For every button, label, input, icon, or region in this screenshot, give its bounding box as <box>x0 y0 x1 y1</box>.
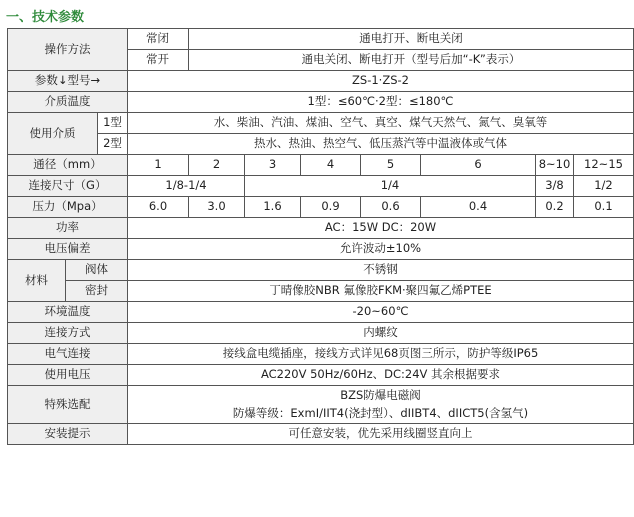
row-env-temp <box>8 302 634 323</box>
voltage-dev-label: 电压偏差 <box>8 239 128 260</box>
bore-cell: 5 <box>361 155 421 176</box>
row-medium-2 <box>8 134 634 155</box>
row-conn-size <box>8 176 634 197</box>
pressure-cell: 1.6 <box>245 197 301 218</box>
section-title: 一、技术参数 <box>6 10 85 25</box>
pressure-cell: 0.4 <box>421 197 536 218</box>
nc-label: 常闭 <box>128 29 189 50</box>
medium-type2-value: 热水、热油、热空气、低压蒸汽等中温液体或气体 <box>128 134 634 155</box>
bore-cell: 12~15 <box>574 155 634 176</box>
pressure-label: 压力（Mpa） <box>8 197 128 218</box>
bore-cell: 8~10 <box>536 155 574 176</box>
power-value: AC：15W DC：20W <box>128 218 634 239</box>
material-body-value: 不锈钢 <box>128 260 634 281</box>
no-label: 常开 <box>128 50 189 71</box>
special-value-line1: BZS防爆电磁阀 <box>340 388 421 403</box>
row-pressure <box>8 197 634 218</box>
special-value <box>128 386 634 424</box>
bore-cell: 3 <box>245 155 301 176</box>
pressure-cell: 6.0 <box>128 197 189 218</box>
conn-method-value: 内螺纹 <box>128 323 634 344</box>
row-voltage-dev <box>8 239 634 260</box>
conn-size-cell: 1/8-1/4 <box>128 176 245 197</box>
operation-label: 操作方法 <box>8 29 128 71</box>
material-label: 材料 <box>8 260 66 302</box>
row-use-voltage <box>8 365 634 386</box>
row-temp <box>8 92 634 113</box>
row-special <box>8 386 634 424</box>
medium-type1-label: 1型 <box>98 113 128 134</box>
pressure-cell: 0.9 <box>301 197 361 218</box>
pressure-cell: 0.1 <box>574 197 634 218</box>
conn-size-cell: 1/4 <box>245 176 536 197</box>
row-medium-1 <box>8 113 634 134</box>
nc-value: 通电打开、断电关闭 <box>189 29 634 50</box>
row-electrical <box>8 344 634 365</box>
row-material-seal <box>8 281 634 302</box>
special-value-line2: 防爆等级：ExmI/IIT4(浇封型）、dIIBT4、dIICT5(含氢气) <box>232 405 529 420</box>
no-value: 通电关闭、断电打开（型号后加“-K”表示） <box>189 50 634 71</box>
spec-table <box>7 28 634 445</box>
temp-value: 1型：≤60℃·2型：≤180℃ <box>128 92 634 113</box>
material-seal-label: 密封 <box>66 281 128 302</box>
bore-cell: 6 <box>421 155 536 176</box>
pressure-cell: 0.6 <box>361 197 421 218</box>
voltage-dev-value: 允许波动±10% <box>128 239 634 260</box>
row-operation-nc <box>8 29 634 50</box>
row-bore <box>8 155 634 176</box>
model-label: 参数↓型号→ <box>8 71 128 92</box>
row-conn-method <box>8 323 634 344</box>
use-voltage-label: 使用电压 <box>8 365 128 386</box>
conn-size-cell: 1/2 <box>574 176 634 197</box>
temp-label: 介质温度 <box>8 92 128 113</box>
conn-size-label: 连接尺寸（G） <box>8 176 128 197</box>
model-value: ZS-1·ZS-2 <box>128 71 634 92</box>
medium-label: 使用介质 <box>8 113 98 155</box>
install-value: 可任意安装，优先采用线圈竖直向上 <box>128 424 634 445</box>
env-temp-label: 环境温度 <box>8 302 128 323</box>
row-model <box>8 71 634 92</box>
bore-cell: 2 <box>189 155 245 176</box>
electrical-value: 接线盒电缆插座，接线方式详见68页图三所示，防护等级IP65 <box>128 344 634 365</box>
bore-cell: 4 <box>301 155 361 176</box>
material-body-label: 阀体 <box>66 260 128 281</box>
conn-size-cell: 3/8 <box>536 176 574 197</box>
pressure-cell: 3.0 <box>189 197 245 218</box>
bore-label: 通径（mm） <box>8 155 128 176</box>
install-label: 安装提示 <box>8 424 128 445</box>
row-install <box>8 424 634 445</box>
material-seal-value: 丁晴像胶NBR 氟像胶FKM·聚四氟乙烯PTEE <box>128 281 634 302</box>
medium-type2-label: 2型 <box>98 134 128 155</box>
use-voltage-value: AC220V 50Hz/60Hz、DC:24V 其余根据要求 <box>128 365 634 386</box>
power-label: 功率 <box>8 218 128 239</box>
electrical-label: 电气连接 <box>8 344 128 365</box>
medium-type1-value: 水、柴油、汽油、煤油、空气、真空、煤气天然气、氮气、臭氧等 <box>128 113 634 134</box>
conn-method-label: 连接方式 <box>8 323 128 344</box>
row-power <box>8 218 634 239</box>
row-material-body <box>8 260 634 281</box>
bore-cell: 1 <box>128 155 189 176</box>
env-temp-value: -20~60℃ <box>128 302 634 323</box>
pressure-cell: 0.2 <box>536 197 574 218</box>
special-label: 特殊选配 <box>8 386 128 424</box>
